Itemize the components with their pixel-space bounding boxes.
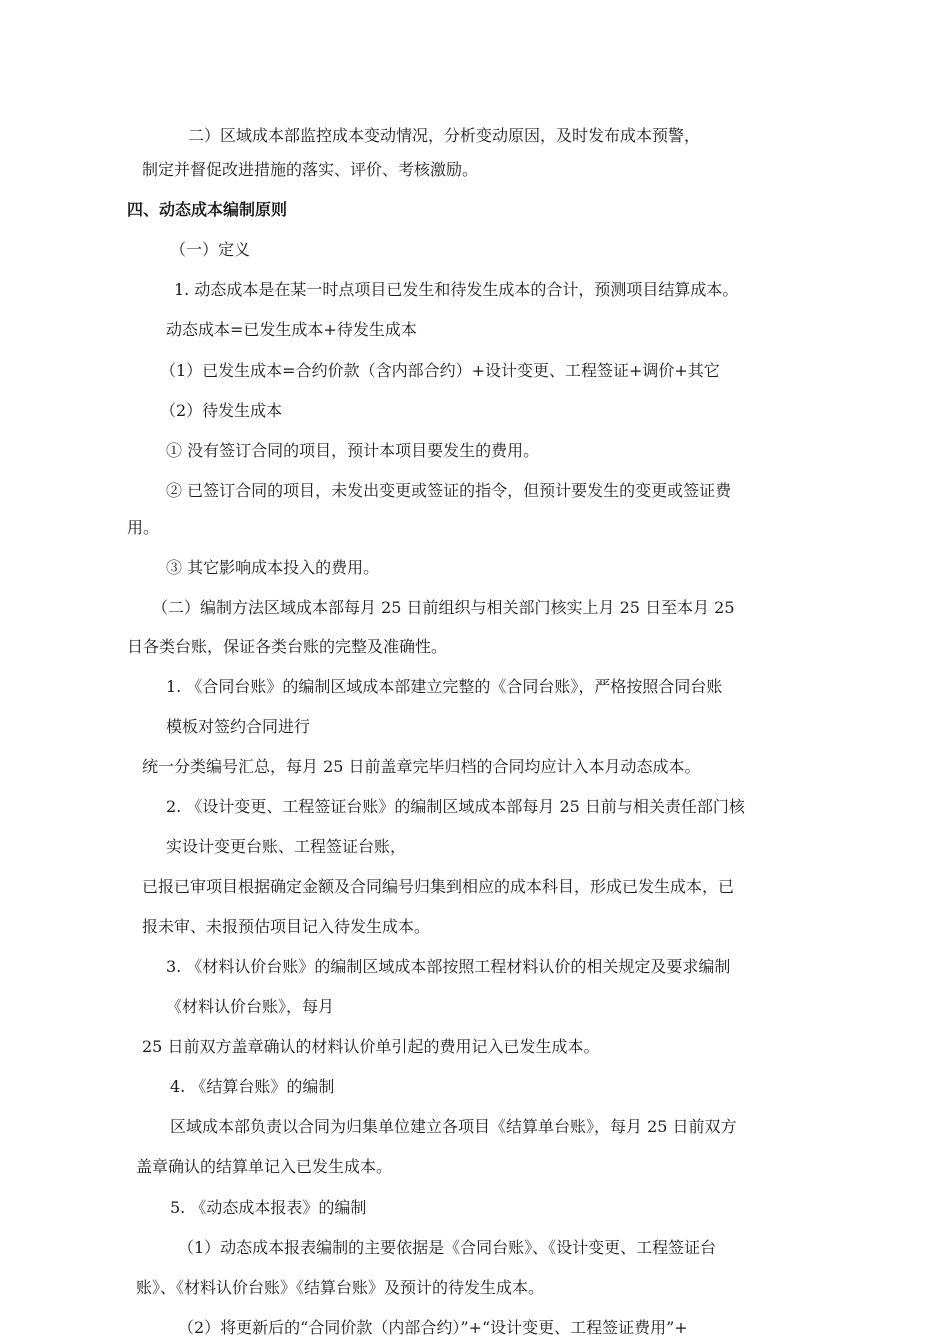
- paragraph-line: （2）待发生成本: [160, 401, 283, 420]
- paragraph-line: 25 日前双方盖章确认的材料认价单引起的费用记入已发生成本。: [142, 1037, 600, 1056]
- list-item: ③ 其它影响成本投入的费用。: [166, 558, 380, 577]
- paragraph-line: （2）将更新后的“合同价款（内部合约）”+“设计变更、工程签证费用”+: [178, 1318, 688, 1337]
- section-heading: 四、动态成本编制原则: [127, 200, 288, 219]
- paragraph-line: 统一分类编号汇总，每月 25 日前盖章完毕归档的合同均应计入本月动态成本。: [142, 757, 701, 776]
- subsection-heading: （二）编制方法区域成本部每月 25 日前组织与相关部门核实上月 25 日至本月 25: [152, 598, 735, 617]
- paragraph-line: 模板对签约合同进行: [166, 717, 311, 736]
- paragraph-line: 用。: [127, 518, 160, 537]
- paragraph-line: （1）已发生成本=合约价款（含内部合约）+设计变更、工程签证+调价+其它: [160, 361, 720, 380]
- paragraph-line: 已报已审项目根据确定金额及合同编号归集到相应的成本科目，形成已发生成本，已: [142, 877, 735, 896]
- paragraph-line: 报未审、未报预估项目记入待发生成本。: [142, 917, 431, 936]
- paragraph-line: 3. 《材料认价台账》的编制区域成本部按照工程材料认价的相关规定及要求编制: [166, 957, 731, 976]
- paragraph-line: （1）动态成本报表编制的主要依据是《合同台账》、《设计变更、工程签证台: [178, 1238, 717, 1257]
- paragraph-line: 5. 《动态成本报表》的编制: [170, 1198, 367, 1217]
- paragraph-line: 制定并督促改进措施的落实、评价、考核激励。: [142, 160, 479, 179]
- paragraph-line: 账》、《材料认价台账》《结算台账》及预计的待发生成本。: [136, 1278, 545, 1297]
- paragraph-line: 2. 《设计变更、工程签证台账》的编制区域成本部每月 25 日前与相关责任部门核: [166, 797, 745, 816]
- paragraph-line: 区域成本部负责以合同为归集单位建立各项目《结算单台账》，每月 25 日前双方: [170, 1117, 737, 1136]
- subsection-heading: （一）定义: [170, 240, 251, 259]
- list-item: ① 没有签订合同的项目，预计本项目要发生的费用。: [166, 441, 540, 460]
- paragraph-line: 日各类台账，保证各类台账的完整及准确性。: [127, 637, 448, 656]
- paragraph-line: 二）区域成本部监控成本变动情况，分析变动原因，及时发布成本预警，: [188, 126, 701, 145]
- paragraph-line: 1. 动态成本是在某一时点项目已发生和待发生成本的合计，预测项目结算成本。: [174, 280, 739, 299]
- paragraph-line: 盖章确认的结算单记入已发生成本。: [136, 1157, 393, 1176]
- paragraph-line: 1. 《合同台账》的编制区域成本部建立完整的《合同台账》，严格按照合同台账: [166, 677, 723, 696]
- formula-line: 动态成本=已发生成本+待发生成本: [166, 320, 417, 339]
- paragraph-line: 4. 《结算台账》的编制: [170, 1077, 335, 1096]
- paragraph-line: 《材料认价台账》，每月: [166, 997, 335, 1016]
- paragraph-line: 实设计变更台账、工程签证台账，: [166, 837, 407, 856]
- list-item: ② 已签订合同的项目，未发出变更或签证的指令，但预计要发生的变更或签证费: [166, 481, 732, 500]
